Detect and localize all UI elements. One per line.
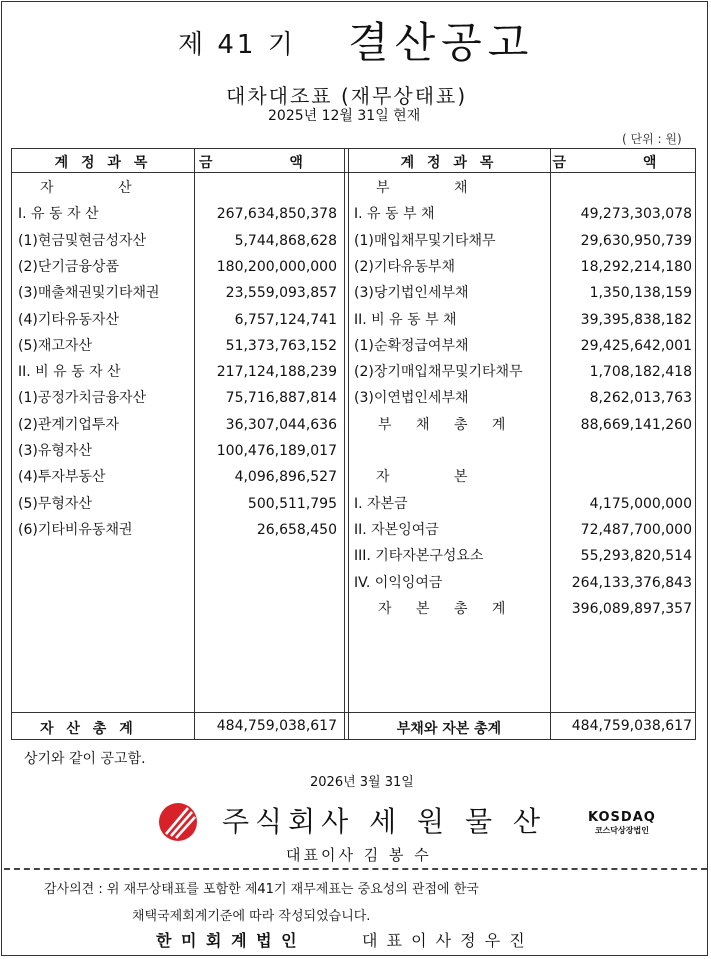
audit-opinion-line2: 채택국제회계기준에 따라 작성되었습니다.: [132, 909, 371, 924]
row-amount: 500,511,795: [247, 495, 337, 512]
page-title: 결산공고: [348, 18, 535, 67]
row-label: (2)단기금융상품: [18, 258, 119, 275]
row-label: (5)무형자산: [18, 495, 92, 512]
row-amount: 8,262,013,763: [589, 390, 692, 407]
row-amount: 6,757,124,741: [234, 311, 337, 328]
row-amount: 75,716,887,814: [225, 390, 337, 407]
row-label: (2)장기매입채무및기타채무: [354, 364, 523, 381]
row-label: (5)재고자산: [18, 337, 92, 354]
table-row: [12, 175, 695, 201]
row-amount: 51,373,763,152: [225, 337, 337, 354]
table-row: [12, 464, 695, 490]
row-label: I. 유 동 자 산: [18, 206, 99, 223]
row-amount: 26,658,450: [256, 521, 337, 538]
row-label: I. 자본금: [354, 495, 408, 512]
table-row: [12, 412, 695, 438]
row-label: (3)이연법인세부채: [354, 390, 469, 407]
kosdaq-logo: KOSDAQ: [588, 810, 656, 825]
row-label: 부 채: [376, 180, 498, 196]
table-row: [12, 491, 695, 517]
row-amount: 49,273,303,078: [580, 206, 692, 223]
row-label: 자 본 총 계: [378, 600, 516, 617]
row-label: (3)당기법인세부채: [354, 285, 469, 302]
row-label: (1)공정가치금융자산: [18, 390, 147, 407]
row-amount: 4,175,000,000: [589, 495, 692, 512]
row-label: (3)매출채권및기타채권: [18, 285, 160, 302]
company-logo-icon: [158, 802, 198, 846]
header-account-left: 계 정 과 목: [54, 155, 152, 171]
table-row: [12, 385, 695, 411]
row-amount: 88,669,141,260: [580, 416, 692, 433]
row-amount: 36,307,044,636: [225, 416, 337, 433]
row-label: (1)순확정급여부채: [354, 337, 469, 354]
table-row: [12, 333, 695, 359]
kosdaq-badge: [588, 810, 656, 836]
row-label: II. 비 유 동 부 채: [354, 311, 457, 328]
row-amount: 39,395,838,182: [580, 311, 692, 328]
row-amount: 4,096,896,527: [234, 469, 337, 486]
row-amount: 267,634,850,378: [216, 206, 337, 223]
notice-text: 상기와 같이 공고함.: [24, 751, 146, 767]
row-label: (1)현금및현금성자산: [18, 232, 147, 249]
row-label: I. 유 동 부 채: [354, 206, 435, 223]
total-assets-label: 자 산 총 계: [40, 721, 137, 737]
total-divider: [12, 712, 695, 713]
table-row: [12, 228, 695, 254]
table-row: [12, 280, 695, 306]
row-amount: 18,292,214,180: [580, 258, 692, 275]
table-row: [12, 438, 695, 464]
row-amount: 5,744,868,628: [234, 232, 337, 249]
row-label: II. 자본잉여금: [354, 521, 439, 538]
table-row: [12, 359, 695, 385]
row-label: 부 채 총 계: [378, 416, 516, 433]
notice-date: 2026년 3월 31일: [310, 775, 414, 790]
table-row: [12, 201, 695, 227]
ceo-name: 대표이사 김 봉 수: [286, 846, 432, 864]
table-row: [12, 596, 695, 622]
company-name: 주식회사 세 원 물 산: [222, 805, 546, 838]
audit-opinion-line1: 감사의견 : 위 재무상태표를 포함한 제41기 재무제표는 중요성의 관점에 한국: [44, 882, 479, 897]
total-liab-equity-label: 부채와 자본 총계: [396, 721, 502, 737]
total-liab-equity-amount: 484,759,038,617: [571, 718, 692, 734]
row-amount: 55,293,820,514: [580, 548, 692, 565]
table-row: [12, 254, 695, 280]
row-label: (4)기타유동자산: [18, 311, 119, 328]
statement-title: 대차대조표 (재무상태표): [226, 84, 468, 108]
table-row: [12, 517, 695, 543]
row-amount: 1,350,138,159: [589, 285, 692, 302]
audit-firm-name: 한 미 회 계 법 인: [156, 931, 299, 950]
table-row: [12, 570, 695, 596]
row-amount: 217,124,188,239: [216, 364, 337, 381]
row-label: (2)관계기업투자: [18, 416, 119, 433]
table-row: [12, 543, 695, 569]
row-amount: 23,559,093,857: [225, 285, 337, 302]
row-label: 자 본: [376, 469, 498, 486]
row-label: (2)기타유동부채: [354, 258, 455, 275]
row-label: IV. 이익잉여금: [354, 574, 443, 591]
row-label: (1)매입채무및기타채무: [354, 232, 496, 249]
row-label: (4)투자부동산: [18, 469, 106, 486]
row-amount: 264,133,376,843: [571, 574, 692, 591]
balance-sheet-table: [11, 148, 696, 740]
row-amount: 72,487,700,000: [580, 521, 692, 538]
header-account-right: 계 정 과 목: [400, 155, 498, 171]
audit-firm-ceo: 대 표 이 사 정 우 진: [362, 931, 527, 950]
row-amount: 396,089,897,357: [571, 600, 692, 617]
row-label: III. 기타자본구성요소: [354, 548, 484, 565]
row-label: (3)유형자산: [18, 443, 92, 459]
table-row: [12, 307, 695, 333]
row-amount: 29,630,950,739: [580, 232, 692, 249]
dashed-separator: [4, 868, 707, 870]
unit-label: ( 단위 : 원): [622, 132, 682, 146]
period-label: 제 41 기: [178, 30, 296, 60]
row-amount: 100,476,189,017: [216, 443, 337, 459]
as-of-date: 2025년 12월 31일 현재: [268, 108, 421, 124]
total-assets-amount: 484,759,038,617: [216, 718, 337, 734]
row-label: 자 산: [40, 180, 162, 196]
header-divider: [12, 172, 695, 173]
row-amount: 1,708,182,418: [589, 364, 692, 381]
header-amount-right: 금 액: [552, 155, 693, 171]
row-amount: 180,200,000,000: [216, 258, 337, 275]
kosdaq-sub: 코스닥상장법인: [594, 826, 649, 835]
row-amount: 29,425,642,001: [580, 337, 692, 354]
row-label: (6)기타비유동채권: [18, 521, 133, 538]
header-amount-left: 금 액: [199, 155, 339, 171]
row-label: II. 비 유 동 자 산: [18, 364, 121, 381]
